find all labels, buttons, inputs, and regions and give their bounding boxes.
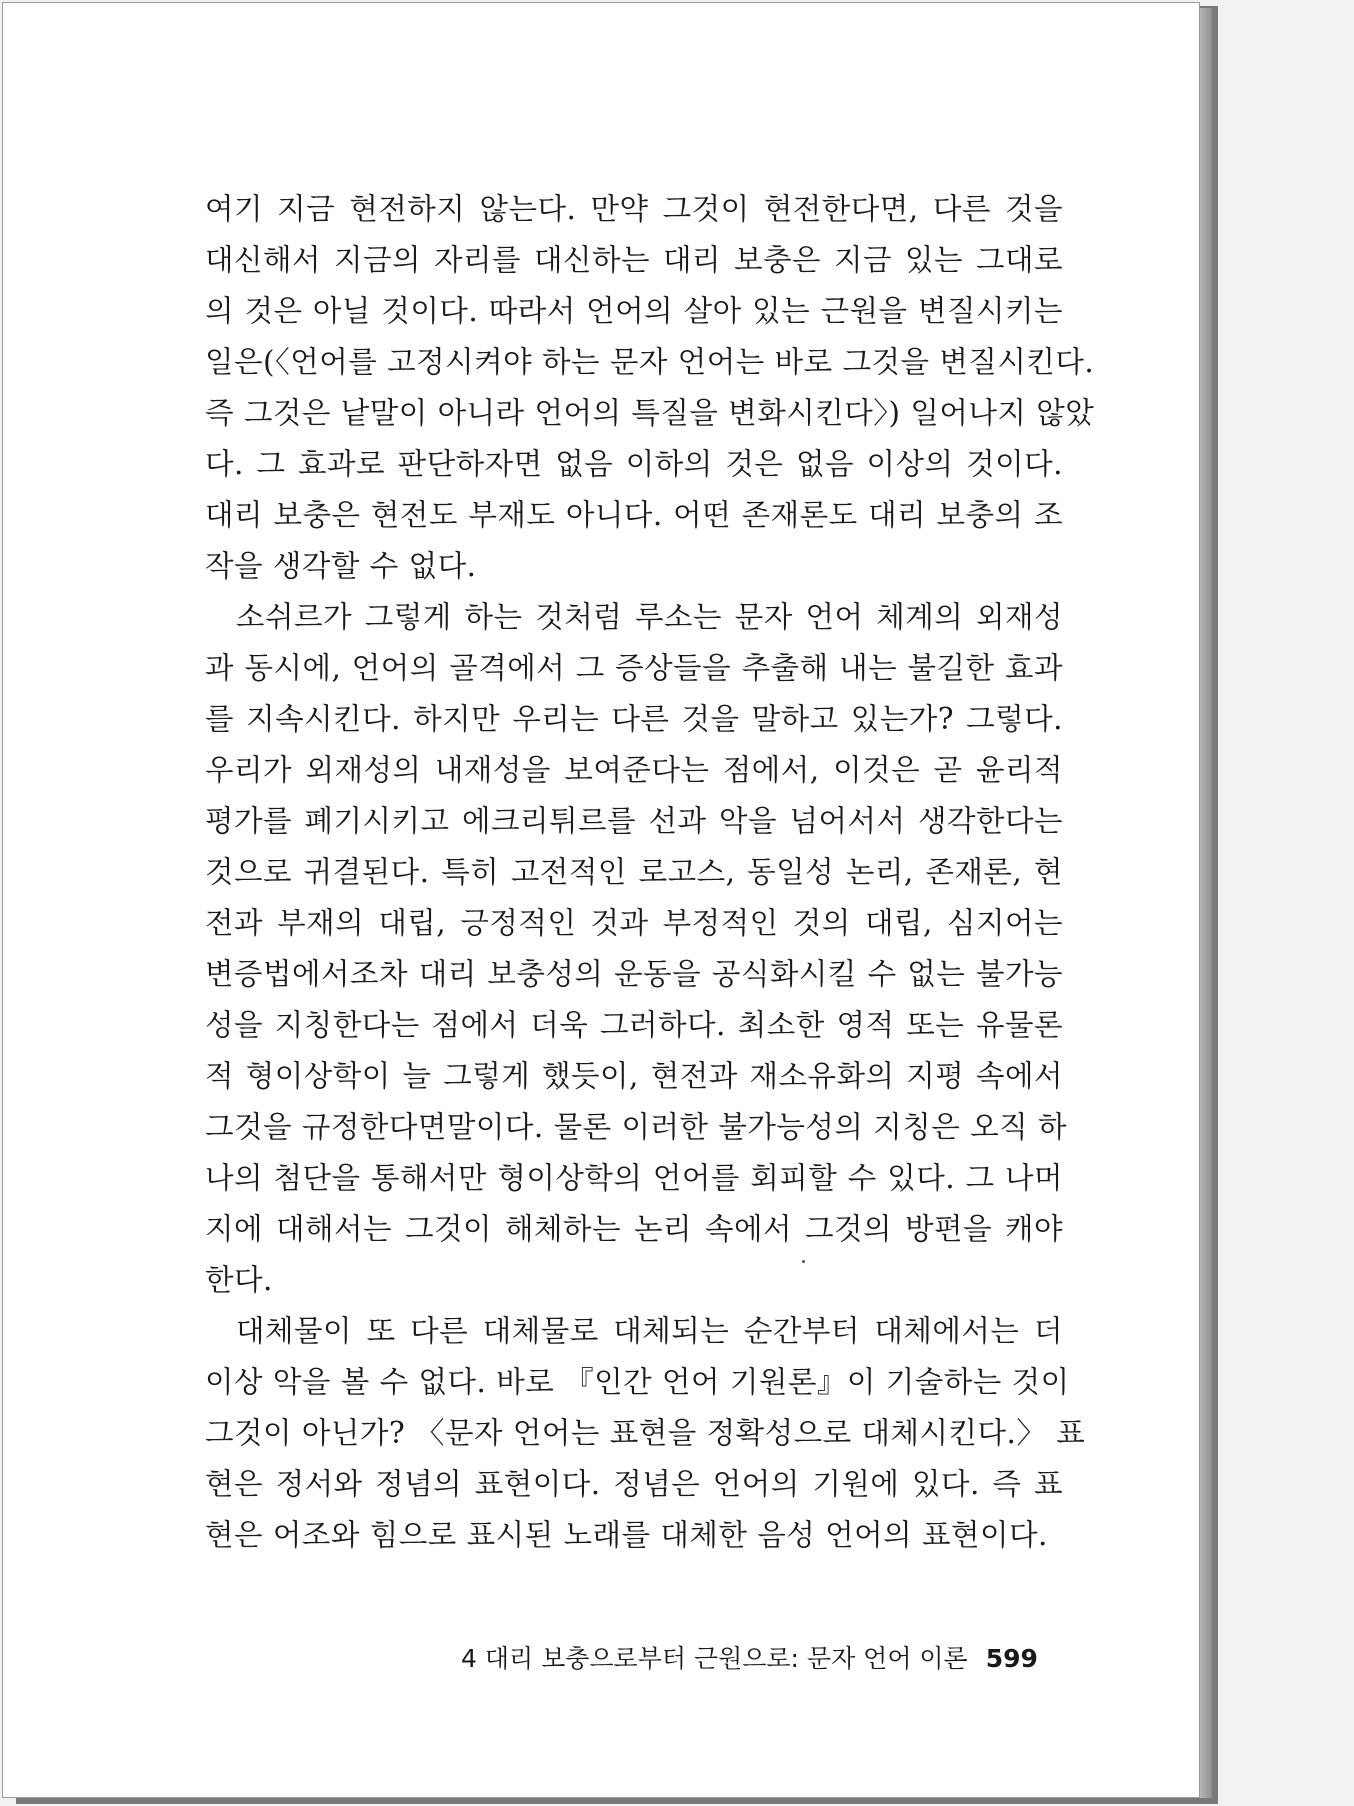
text-line: 과 동시에, 언어의 골격에서 그 증상들을 추출해 내는 불길한 효과 [205,651,1063,685]
page-footer [461,1639,1038,1679]
text-line: 의 것은 아닐 것이다. 따라서 언어의 살아 있는 근원을 변질시키는 [205,294,1063,328]
paragraph [205,598,1067,1312]
print-speck [802,1260,805,1263]
text-line: 나의 첨단을 통해서만 형이상학의 언어를 회피할 수 있다. 그 나머 [205,1161,1063,1195]
text-line: 작을 생각할 수 없다. [205,549,477,583]
text-line: 대신해서 지금의 자리를 대신하는 대리 보충은 지금 있는 그대로 [205,243,1063,277]
text-line: 이상 악을 볼 수 없다. 바로 『인간 언어 기원론』이 기술하는 것이 [205,1365,1070,1399]
text-line: 한다. [205,1263,273,1297]
page-body-text [205,190,1095,1567]
text-line: 그것을 규정한다면말이다. 물론 이러한 불가능성의 지칭은 오직 하 [205,1110,1067,1144]
running-footer-chapter: 4 대리 보충으로부터 근원으로: 문자 언어 이론 [461,1644,968,1673]
text-line: 적 형이상학이 늘 그렇게 했듯이, 현전과 재소유화의 지평 속에서 [205,1059,1063,1093]
page-edge [1198,8,1212,1798]
paragraph [205,1312,1086,1567]
text-line: 전과 부재의 대립, 긍정적인 것과 부정적인 것의 대립, 심지어는 [205,906,1063,940]
text-line: 즉 그것은 낱말이 아니라 언어의 특질을 변화시킨다〉) 일어나지 않았 [205,396,1095,430]
text-line: 우리가 외재성의 내재성을 보여준다는 점에서, 이것은 곧 윤리적 [205,753,1063,787]
text-line: 대리 보충은 현전도 부재도 아니다. 어떤 존재론도 대리 보충의 조 [205,498,1063,532]
text-line: 대체물이 또 다른 대체물로 대체되는 순간부터 대체에서는 더 [236,1314,1063,1348]
text-line: 다. 그 효과로 판단하자면 없음 이하의 것은 없음 이상의 것이다. [205,447,1063,481]
book-page [2,2,1200,1798]
text-line: 지에 대해서는 그것이 해체하는 논리 속에서 그것의 방편을 캐야 [205,1212,1063,1246]
text-line: 일은(〈언어를 고정시켜야 하는 문자 언어는 바로 그것을 변질시킨다. [205,345,1095,379]
text-line: 를 지속시킨다. 하지만 우리는 다른 것을 말하고 있는가? 그렇다. [205,702,1063,736]
text-line: 소쉬르가 그렇게 하는 것처럼 루소는 문자 언어 체계의 외재성 [236,600,1063,634]
text-line: 평가를 폐기시키고 에크리튀르를 선과 악을 넘어서서 생각한다는 [205,804,1063,838]
text-line: 변증법에서조차 대리 보충성의 운동을 공식화시킬 수 없는 불가능 [205,957,1063,991]
text-line: 현은 어조와 힘으로 표시된 노래를 대체한 음성 언어의 표현이다. [205,1518,1048,1552]
text-line: 성을 지칭한다는 점에서 더욱 그러하다. 최소한 영적 또는 유물론 [205,1008,1063,1042]
paragraph [205,190,1095,598]
page-number: 599 [985,1644,1038,1673]
text-line: 것으로 귀결된다. 특히 고전적인 로고스, 동일성 논리, 존재론, 현 [205,855,1063,889]
text-line: 여기 지금 현전하지 않는다. 만약 그것이 현전한다면, 다른 것을 [205,192,1063,226]
text-line: 현은 정서와 정념의 표현이다. 정념은 언어의 기원에 있다. 즉 표 [205,1467,1063,1501]
text-line: 그것이 아닌가? 〈문자 언어는 표현을 정확성으로 대체시킨다.〉 표 [205,1416,1086,1450]
